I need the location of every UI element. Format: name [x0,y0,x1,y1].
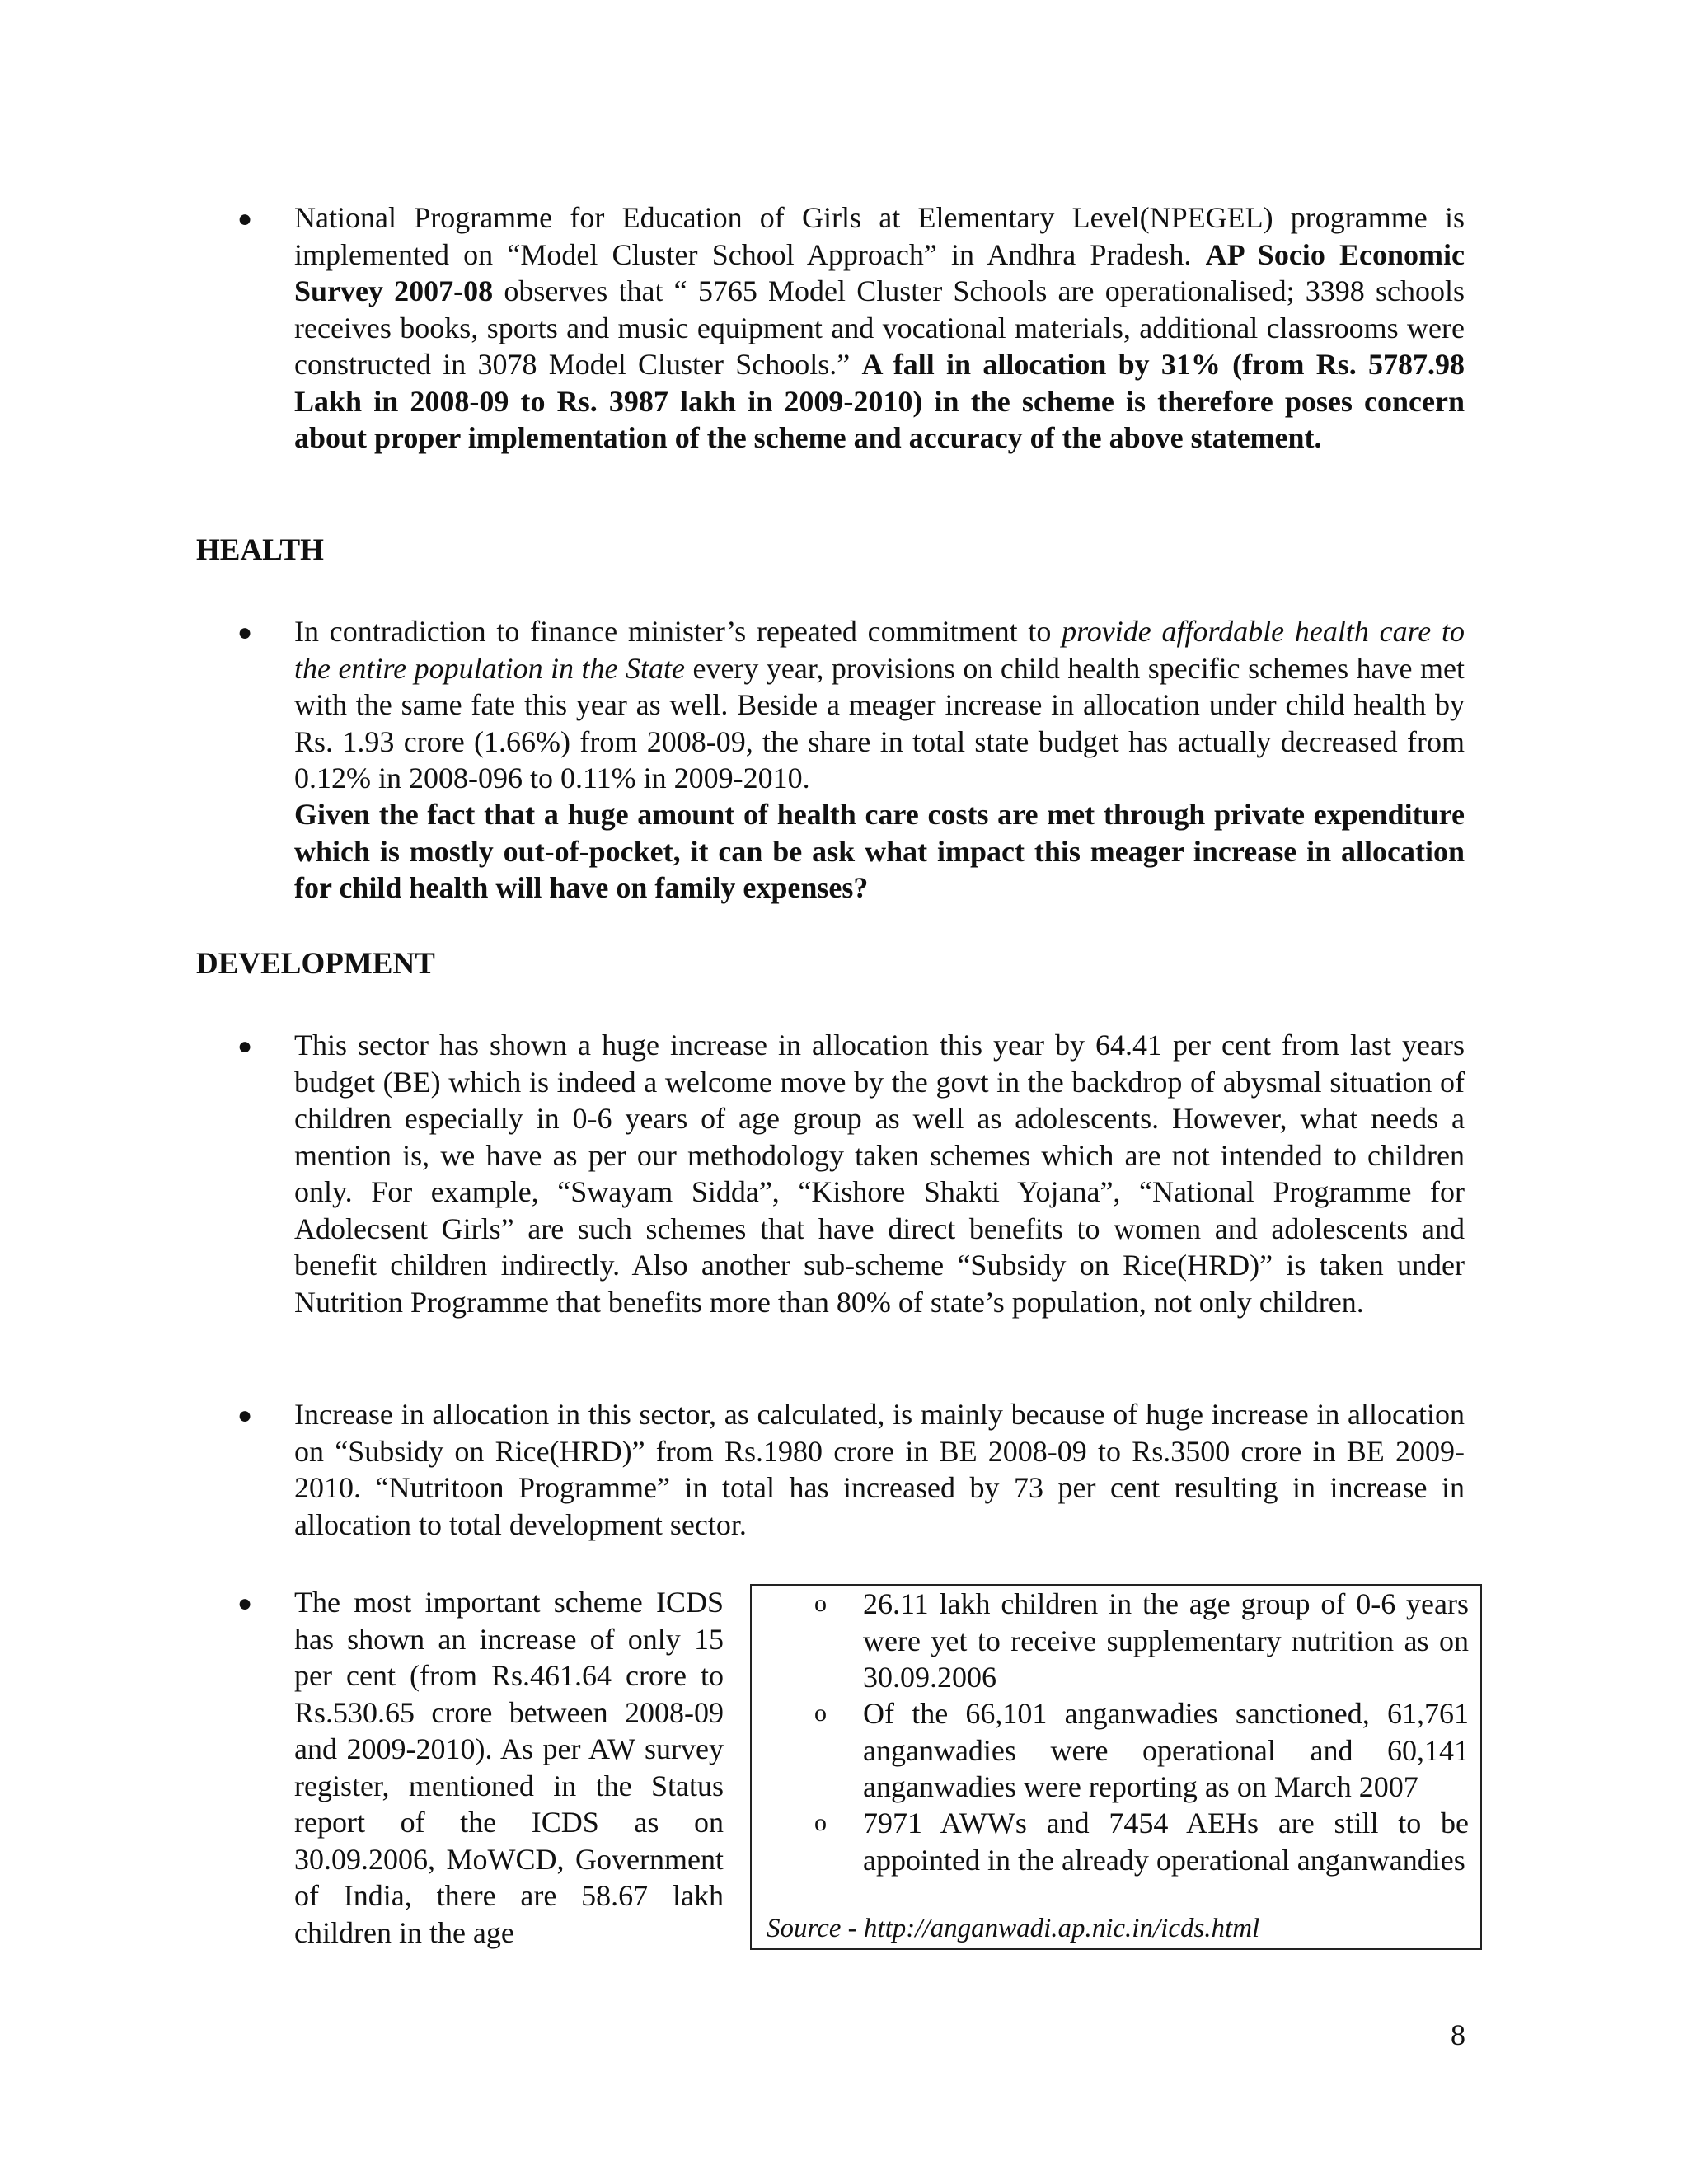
health-commitment-quote: provide affordable health care to the entire population in the State [294,615,1465,685]
development-heading: DEVELOPMENT [196,947,435,981]
box-item-text: 7971 AWWs and 7454 AEHs are still to be appointed in the already operational anganwandies [863,1807,1469,1877]
health-paragraph [294,613,1465,797]
development-paragraph-2: Increase in allocation in this sector, as calculated, is mainly because of huge increase in allocation on “Subsidy on Rice(HRD)” from Rs.1980 crore in BE 2008-09 to Rs.3500 crore in BE 2009-2010. “Nutritoon Programme” in total has increased by 73 per cent resulting in increase in allocation to total development sector. [294,1398,1465,1541]
npegel-paragraph [294,199,1465,457]
box-source: Source - http://anganwadi.ap.nic.in/icds.html [767,1914,1260,1943]
health-text-2: every year, provisions on child health specific schemes have met with the same fate this year as well. Beside a meager increase in allocation under child health by Rs. 1.93 crore (1.66%) from 2008-09, the share in total state budget has actually decreased from 0.12% in 2008-096 to 0.11% in 2009-2010. [294,651,1465,794]
health-heading: HEALTH [196,533,324,567]
circle-bullet-icon: o [814,1699,827,1727]
health-text-1: In contradiction to finance minister’s repeated commitment to [294,615,1062,648]
bullet-icon: ● [237,1402,253,1429]
health-question: Given the fact that a huge amount of health care costs are met through private expenditure which is mostly out-of-pocket, it can be ask what impact this meager increase in allocation for child health will have on family expenses? [294,798,1465,904]
bullet-icon: ● [237,205,253,232]
box-item-text: Of the 66,101 anganwadies sanctioned, 61,761 anganwadies were operational and 60,141 anganwadies were reporting as on March 2007 [863,1697,1469,1803]
circle-bullet-icon: o [814,1590,827,1617]
npegel-concern: A fall in allocation by 31% (from Rs. 5787.98 Lakh in 2008-09 to Rs. 3987 lakh in 2009-2010) in the scheme is therefore poses concern about proper implementation of the scheme and accuracy of the above statement. [294,348,1465,454]
npegel-survey-title: AP Socio Economic Survey 2007-08 [294,237,1465,307]
npegel-text-2: observes that “ 5765 Model Cluster Schools are operationalised; 3398 schools receives books, sports and music equipment and vocational materials, additional classrooms were constructed in 3078 Model Cluster Schools.” [294,274,1465,381]
box-item-text: 26.11 lakh children in the age group of 0-6 years were yet to receive supplementary nutrition as on 30.09.2006 [863,1587,1469,1694]
icds-facts-box [750,1584,1482,1950]
page-number: 8 [1451,2018,1465,2051]
icds-paragraph: The most important scheme ICDS has shown an increase of only 15 per cent (from Rs.461.64 crore to Rs.530.65 crore between 2008-09 and 2009-2010). As per AW survey register, mentioned in the Status report of the ICDS as on 30.09.2006, MoWCD, Government of India, there are 58.67 lakh children in the age [294,1586,724,1949]
npegel-text-1: National Programme for Education of Girls at Elementary Level(NPEGEL) programme is implemented on “Model Cluster School Approach” in Andhra Pradesh. [294,201,1465,271]
circle-bullet-icon: o [814,1809,827,1836]
bullet-icon: ● [237,619,253,646]
bullet-icon: ● [237,1033,253,1060]
development-paragraph-1: This sector has shown a huge increase in allocation this year by 64.41 per cent from last years budget (BE) which is indeed a welcome move by the govt in the backdrop of abysmal situation of children especially in 0-6 years of age group as well as adolescents. However, what needs a mention is, we have as per our methodology taken schemes which are not intended to children only. For example, “Swayam Sidda”, “Kishore Shakti Yojana”, “National Programme for Adolecsent Girls” are such schemes that have direct benefits to women and adolescents and benefit children indirectly. Also another sub-scheme “Subsidy on Rice(HRD)” is taken under Nutrition Programme that benefits more than 80% of state’s population, not only children. [294,1029,1465,1319]
bullet-icon: ● [237,1590,253,1617]
